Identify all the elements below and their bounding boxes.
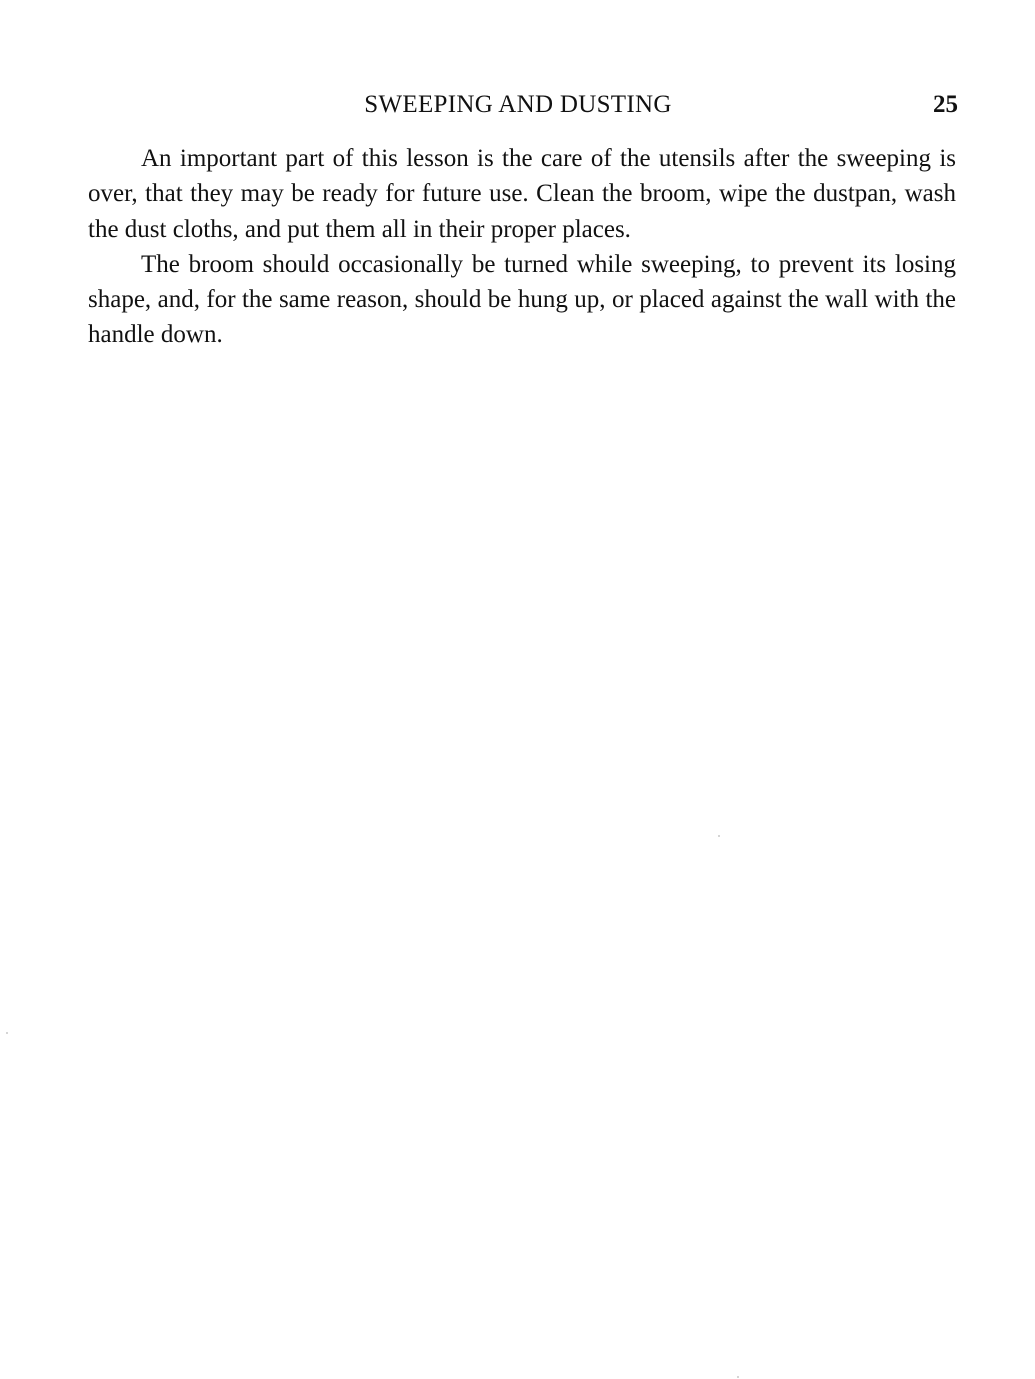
page-number: 25 — [933, 91, 958, 118]
running-head — [88, 88, 958, 122]
running-title: SWEEPING AND DUSTING — [364, 91, 672, 118]
body-text — [88, 141, 956, 353]
paragraph-broom-shape: The broom should occasionally be turned while sweeping, to prevent its losing shape, and, for the same reason, should be hung up, or placed against the wall with the handle down. — [88, 250, 956, 349]
paper-speck — [6, 1032, 8, 1034]
paper-speck — [718, 835, 720, 837]
paragraph-utensil-care: An important part of this lesson is the care of the utensils after the sweeping is over, that they may be ready for future use. Clean the broom, wipe the dustpan, wash the dust cloths, and put them all in their proper places. — [88, 145, 956, 243]
paper-speck — [737, 1376, 739, 1378]
